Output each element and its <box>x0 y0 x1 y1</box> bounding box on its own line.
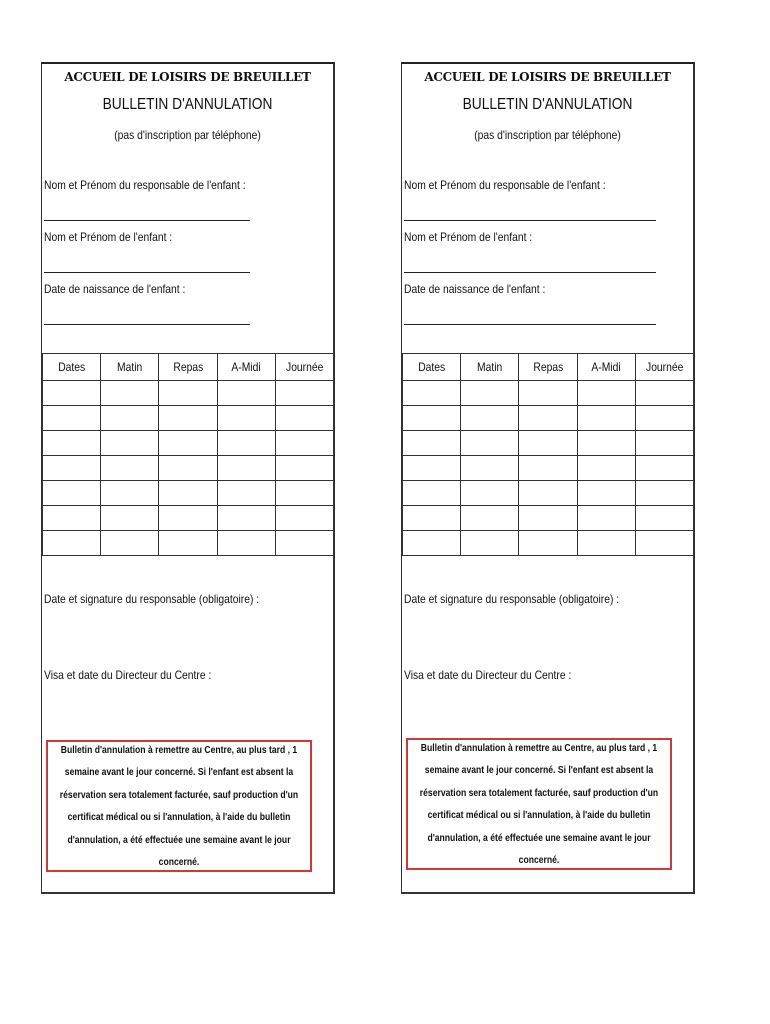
table-cell[interactable] <box>217 481 275 506</box>
table-cell[interactable] <box>101 381 159 406</box>
table-row <box>43 431 334 456</box>
table-cell[interactable] <box>159 406 217 431</box>
table-cell[interactable] <box>159 431 217 456</box>
table-cell[interactable] <box>461 381 519 406</box>
column-header-matin: Matin <box>101 354 159 381</box>
table-cell[interactable] <box>217 456 275 481</box>
table-cell[interactable] <box>101 481 159 506</box>
column-header-amidi: A-Midi <box>577 354 635 381</box>
table-cell[interactable] <box>275 506 333 531</box>
table-cell[interactable] <box>217 406 275 431</box>
table-row <box>43 531 334 556</box>
schedule-table <box>42 353 334 556</box>
table-cell[interactable] <box>635 381 693 406</box>
column-header-repas: Repas <box>159 354 217 381</box>
column-header-journee: Journée <box>275 354 333 381</box>
table-cell[interactable] <box>461 431 519 456</box>
birth-date-label: Date de naissance de l'enfant : <box>404 282 546 296</box>
parent-name-line[interactable] <box>404 220 656 221</box>
table-cell[interactable] <box>461 481 519 506</box>
table-row <box>403 406 694 431</box>
cancellation-notice-text: Bulletin d'annulation à remettre au Centre, au plus tard , 1 semaine avant le jour concerné. Si l'enfant est absent la réservation sera totalement facturée, sauf production d'un certificat médical ou si l'annulation, à l'aide du bulletin d'annulation, a été effectuée une semaine avant le jour concerné. <box>59 743 299 868</box>
table-cell[interactable] <box>403 481 461 506</box>
table-cell[interactable] <box>217 381 275 406</box>
parent-name-line[interactable] <box>44 220 250 221</box>
table-row <box>403 431 694 456</box>
signature-label: Date et signature du responsable (obligatoire) : <box>404 592 620 606</box>
table-cell[interactable] <box>461 531 519 556</box>
table-header-row <box>403 354 694 381</box>
child-name-line[interactable] <box>44 272 250 273</box>
table-cell[interactable] <box>275 531 333 556</box>
column-header-dates: Dates <box>43 354 101 381</box>
table-cell[interactable] <box>519 531 577 556</box>
table-cell[interactable] <box>101 406 159 431</box>
table-cell[interactable] <box>577 531 635 556</box>
table-cell[interactable] <box>101 456 159 481</box>
table-cell[interactable] <box>217 531 275 556</box>
table-cell[interactable] <box>403 456 461 481</box>
cancellation-form-right <box>401 62 695 894</box>
table-cell[interactable] <box>519 381 577 406</box>
birth-date-label: Date de naissance de l'enfant : <box>44 282 186 296</box>
table-cell[interactable] <box>403 506 461 531</box>
table-cell[interactable] <box>275 406 333 431</box>
table-cell[interactable] <box>577 406 635 431</box>
parent-name-label: Nom et Prénom du responsable de l'enfant : <box>404 178 606 192</box>
table-cell[interactable] <box>101 531 159 556</box>
table-row <box>43 506 334 531</box>
birth-date-line[interactable] <box>404 324 656 325</box>
table-cell[interactable] <box>159 456 217 481</box>
table-cell[interactable] <box>635 481 693 506</box>
table-cell[interactable] <box>101 506 159 531</box>
table-cell[interactable] <box>217 506 275 531</box>
table-cell[interactable] <box>43 456 101 481</box>
column-header-journee: Journée <box>635 354 693 381</box>
table-cell[interactable] <box>519 456 577 481</box>
table-cell[interactable] <box>403 406 461 431</box>
table-cell[interactable] <box>43 531 101 556</box>
table-cell[interactable] <box>101 431 159 456</box>
table-cell[interactable] <box>43 381 101 406</box>
column-header-dates: Dates <box>403 354 461 381</box>
cancellation-notice-text: Bulletin d'annulation à remettre au Centre, au plus tard , 1 semaine avant le jour concerné. Si l'enfant est absent la réservation sera totalement facturée, sauf production d'un certificat médical ou si l'annulation, à l'aide du bulletin d'annulation, a été effectuée une semaine avant le jour concerné. <box>419 741 659 866</box>
cancellation-notice <box>46 740 312 872</box>
table-cell[interactable] <box>635 531 693 556</box>
column-header-repas: Repas <box>519 354 577 381</box>
table-row <box>43 456 334 481</box>
birth-date-line[interactable] <box>44 324 250 325</box>
child-name-label: Nom et Prénom de l'enfant : <box>404 230 533 244</box>
table-cell[interactable] <box>635 506 693 531</box>
table-row <box>403 481 694 506</box>
column-header-amidi: A-Midi <box>217 354 275 381</box>
child-name-line[interactable] <box>404 272 656 273</box>
table-cell[interactable] <box>43 481 101 506</box>
table-cell[interactable] <box>519 481 577 506</box>
table-cell[interactable] <box>275 431 333 456</box>
table-cell[interactable] <box>577 431 635 456</box>
director-visa-label: Visa et date du Directeur du Centre : <box>404 668 572 682</box>
table-cell[interactable] <box>159 531 217 556</box>
form-title: BULLETIN D'ANNULATION <box>102 96 273 113</box>
table-cell[interactable] <box>403 381 461 406</box>
table-cell[interactable] <box>275 481 333 506</box>
table-cell[interactable] <box>519 506 577 531</box>
table-cell[interactable] <box>577 456 635 481</box>
table-cell[interactable] <box>217 431 275 456</box>
table-cell[interactable] <box>159 481 217 506</box>
table-cell[interactable] <box>519 431 577 456</box>
table-cell[interactable] <box>461 456 519 481</box>
child-name-label: Nom et Prénom de l'enfant : <box>44 230 173 244</box>
table-row <box>403 506 694 531</box>
table-cell[interactable] <box>635 406 693 431</box>
table-cell[interactable] <box>43 431 101 456</box>
organization-name: ACCUEIL DE LOISIRS DE BREUILLET <box>64 70 311 84</box>
form-subtitle: (pas d'inscription par téléphone) <box>114 128 261 142</box>
table-cell[interactable] <box>275 456 333 481</box>
form-subtitle: (pas d'inscription par téléphone) <box>474 128 621 142</box>
column-header-matin: Matin <box>461 354 519 381</box>
table-row <box>403 456 694 481</box>
cancellation-form-left <box>41 62 335 894</box>
table-cell[interactable] <box>403 531 461 556</box>
table-row <box>403 531 694 556</box>
table-cell[interactable] <box>461 406 519 431</box>
table-cell[interactable] <box>577 506 635 531</box>
table-cell[interactable] <box>577 481 635 506</box>
table-row <box>43 481 334 506</box>
table-cell[interactable] <box>43 406 101 431</box>
table-row <box>43 381 334 406</box>
form-title: BULLETIN D'ANNULATION <box>462 96 633 113</box>
schedule-table <box>402 353 694 556</box>
table-cell[interactable] <box>635 456 693 481</box>
parent-name-label: Nom et Prénom du responsable de l'enfant : <box>44 178 246 192</box>
table-cell[interactable] <box>403 431 461 456</box>
table-header-row <box>43 354 334 381</box>
organization-name: ACCUEIL DE LOISIRS DE BREUILLET <box>424 70 671 84</box>
table-cell[interactable] <box>275 381 333 406</box>
table-cell[interactable] <box>159 381 217 406</box>
table-cell[interactable] <box>577 381 635 406</box>
table-cell[interactable] <box>159 506 217 531</box>
table-cell[interactable] <box>43 506 101 531</box>
table-cell[interactable] <box>519 406 577 431</box>
director-visa-label: Visa et date du Directeur du Centre : <box>44 668 212 682</box>
signature-label: Date et signature du responsable (obligatoire) : <box>44 592 260 606</box>
table-row <box>43 406 334 431</box>
table-cell[interactable] <box>461 506 519 531</box>
table-cell[interactable] <box>635 431 693 456</box>
cancellation-notice <box>406 738 672 870</box>
table-row <box>403 381 694 406</box>
